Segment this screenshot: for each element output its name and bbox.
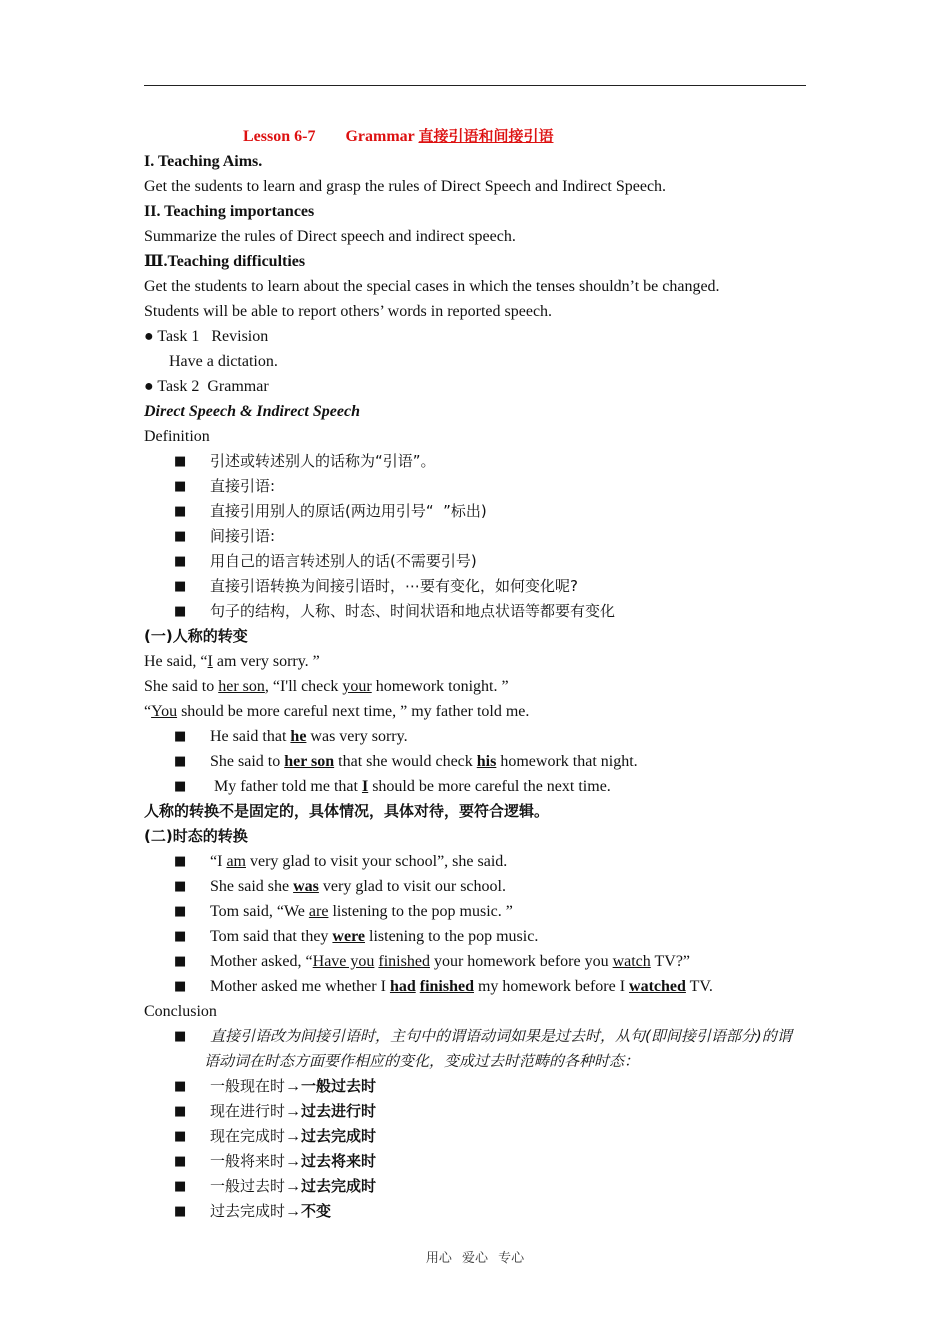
bullet-icon: ■ — [174, 854, 187, 869]
bullet-icon: ■ — [174, 754, 187, 769]
tense-example-3: ■ Tom said, “We are listening to the pop music. ” — [144, 899, 806, 924]
grammar-label: Grammar — [345, 128, 415, 145]
bullet-icon: ■ — [174, 1204, 187, 1219]
bullet-icon: ■ — [174, 479, 187, 494]
importances-heading: II. Teaching importances — [144, 203, 315, 220]
definition-item: ■ 引述或转述别人的话称为“引语”。 — [144, 449, 806, 474]
conclusion-rule: ■ 直接引语改为间接引语时，主句中的谓语动词如果是过去时，从句(即间接引语部分)的谓语动词在时态方面要作相应的变化，变成过去时范畴的各种时态： — [144, 1024, 806, 1074]
header-rule — [144, 85, 806, 86]
definition-item: ■ 直接引语: — [144, 474, 806, 499]
tense-shift-item: ■ 一般将来时→过去将来时 — [144, 1149, 806, 1174]
bullet-icon: ■ — [174, 604, 187, 619]
arrow-icon: → — [285, 1128, 302, 1145]
tense-shift-item: ■ 现在完成时→过去完成时 — [144, 1124, 806, 1149]
section-heading: Direct Speech & Indirect Speech — [144, 403, 360, 420]
tense-shift-item: ■ 过去完成时→不变 — [144, 1199, 806, 1224]
difficulties-heading: Ⅲ.Teaching difficulties — [144, 253, 306, 270]
lesson-topic: 直接引语和间接引语 — [418, 127, 554, 145]
person-heading: (一)人称的转变 — [144, 627, 248, 645]
person-example-3: “You should be more careful next time, ” my father told me. — [144, 703, 530, 720]
bullet-icon: ■ — [174, 1079, 187, 1094]
arrow-icon: → — [285, 1203, 302, 1220]
aims-heading: I. Teaching Aims. — [144, 153, 263, 170]
bullet-icon: ■ — [174, 904, 187, 919]
definition-item: ■ 句子的结构，人称、时态、时间状语和地点状语等都要有变化 — [144, 599, 806, 624]
tense-shift-item: ■ 一般现在时→一般过去时 — [144, 1074, 806, 1099]
arrow-icon: → — [285, 1103, 302, 1120]
arrow-icon: → — [285, 1178, 302, 1195]
conclusion-label: Conclusion — [144, 1003, 217, 1020]
bullet-icon: ■ — [174, 879, 187, 894]
person-converted-1: ■ He said that he was very sorry. — [144, 724, 806, 749]
bullet-icon: ■ — [174, 779, 187, 794]
definition-label: Definition — [144, 428, 210, 445]
person-example-1: He said, “I am very sorry. ” — [144, 653, 320, 670]
bullet-icon: ■ — [174, 529, 187, 544]
person-note: 人称的转换不是固定的，具体情况，具体对待，要符合逻辑。 — [144, 802, 550, 820]
aims-text: Get the sudents to learn and grasp the rules of Direct Speech and Indirect Speech. — [144, 178, 667, 195]
bullet-icon: ■ — [174, 554, 187, 569]
bullet-icon: ■ — [174, 929, 187, 944]
lesson-title — [144, 124, 806, 149]
document-body — [144, 124, 806, 1224]
bullet-icon: ■ — [174, 579, 187, 594]
definition-item: ■ 间接引语: — [144, 524, 806, 549]
importances-text: Summarize the rules of Direct speech and indirect speech. — [144, 228, 516, 245]
tense-example-6: ■ Mother asked me whether I had finished my homework before I watched TV. — [144, 974, 806, 999]
bullet-icon: ■ — [174, 1129, 187, 1144]
tense-shift-item: ■ 一般过去时→过去完成时 — [144, 1174, 806, 1199]
person-converted-2: ■ She said to her son that she would check his homework that night. — [144, 749, 806, 774]
tense-example-5: ■ Mother asked, “Have you finished your homework before you watch TV?” — [144, 949, 806, 974]
bullet-icon: ■ — [174, 1179, 187, 1194]
person-example-2: She said to her son, “I'll check your homework tonight. ” — [144, 678, 509, 695]
bullet-icon: ■ — [174, 1104, 187, 1119]
definition-item: ■ 直接引用别人的原话(两边用引号“ ”标出) — [144, 499, 806, 524]
task2-label: ● Task 2 Grammar — [144, 378, 269, 395]
bullet-icon: ■ — [174, 954, 187, 969]
person-converted-3: ■ My father told me that I should be more careful the next time. — [144, 774, 806, 799]
tense-example-2: ■ She said she was very glad to visit our school. — [144, 874, 806, 899]
bullet-icon: ■ — [174, 504, 187, 519]
tense-example-4: ■ Tom said that they were listening to the pop music. — [144, 924, 806, 949]
difficulties-text-2: Students will be able to report others’ words in reported speech. — [144, 303, 553, 320]
tense-shift-item: ■ 现在进行时→过去进行时 — [144, 1099, 806, 1124]
bullet-icon: ■ — [174, 729, 187, 744]
bullet-icon: ■ — [174, 979, 187, 994]
definition-item: ■ 用自己的语言转述别人的话(不需要引号) — [144, 549, 806, 574]
tense-example-1: ■ “I am very glad to visit your school”, she said. — [144, 849, 806, 874]
arrow-icon: → — [285, 1153, 302, 1170]
difficulties-text-1: Get the students to learn about the special cases in which the tenses shouldn’t be changed. — [144, 278, 720, 295]
task1-label: ● Task 1 Revision — [144, 328, 269, 345]
task1-detail: Have a dictation. — [169, 353, 278, 370]
bullet-icon: ■ — [174, 454, 187, 469]
lesson-number: Lesson 6-7 — [243, 128, 316, 145]
bullet-icon: ■ — [174, 1154, 187, 1169]
page-footer: 用心 爱心 专心 — [425, 1251, 525, 1266]
arrow-icon: → — [285, 1078, 302, 1095]
bullet-icon: ■ — [174, 1029, 187, 1044]
tense-heading: (二)时态的转换 — [144, 827, 248, 845]
definition-item: ■ 直接引语转换为间接引语时，⋯要有变化，如何变化呢? — [144, 574, 806, 599]
